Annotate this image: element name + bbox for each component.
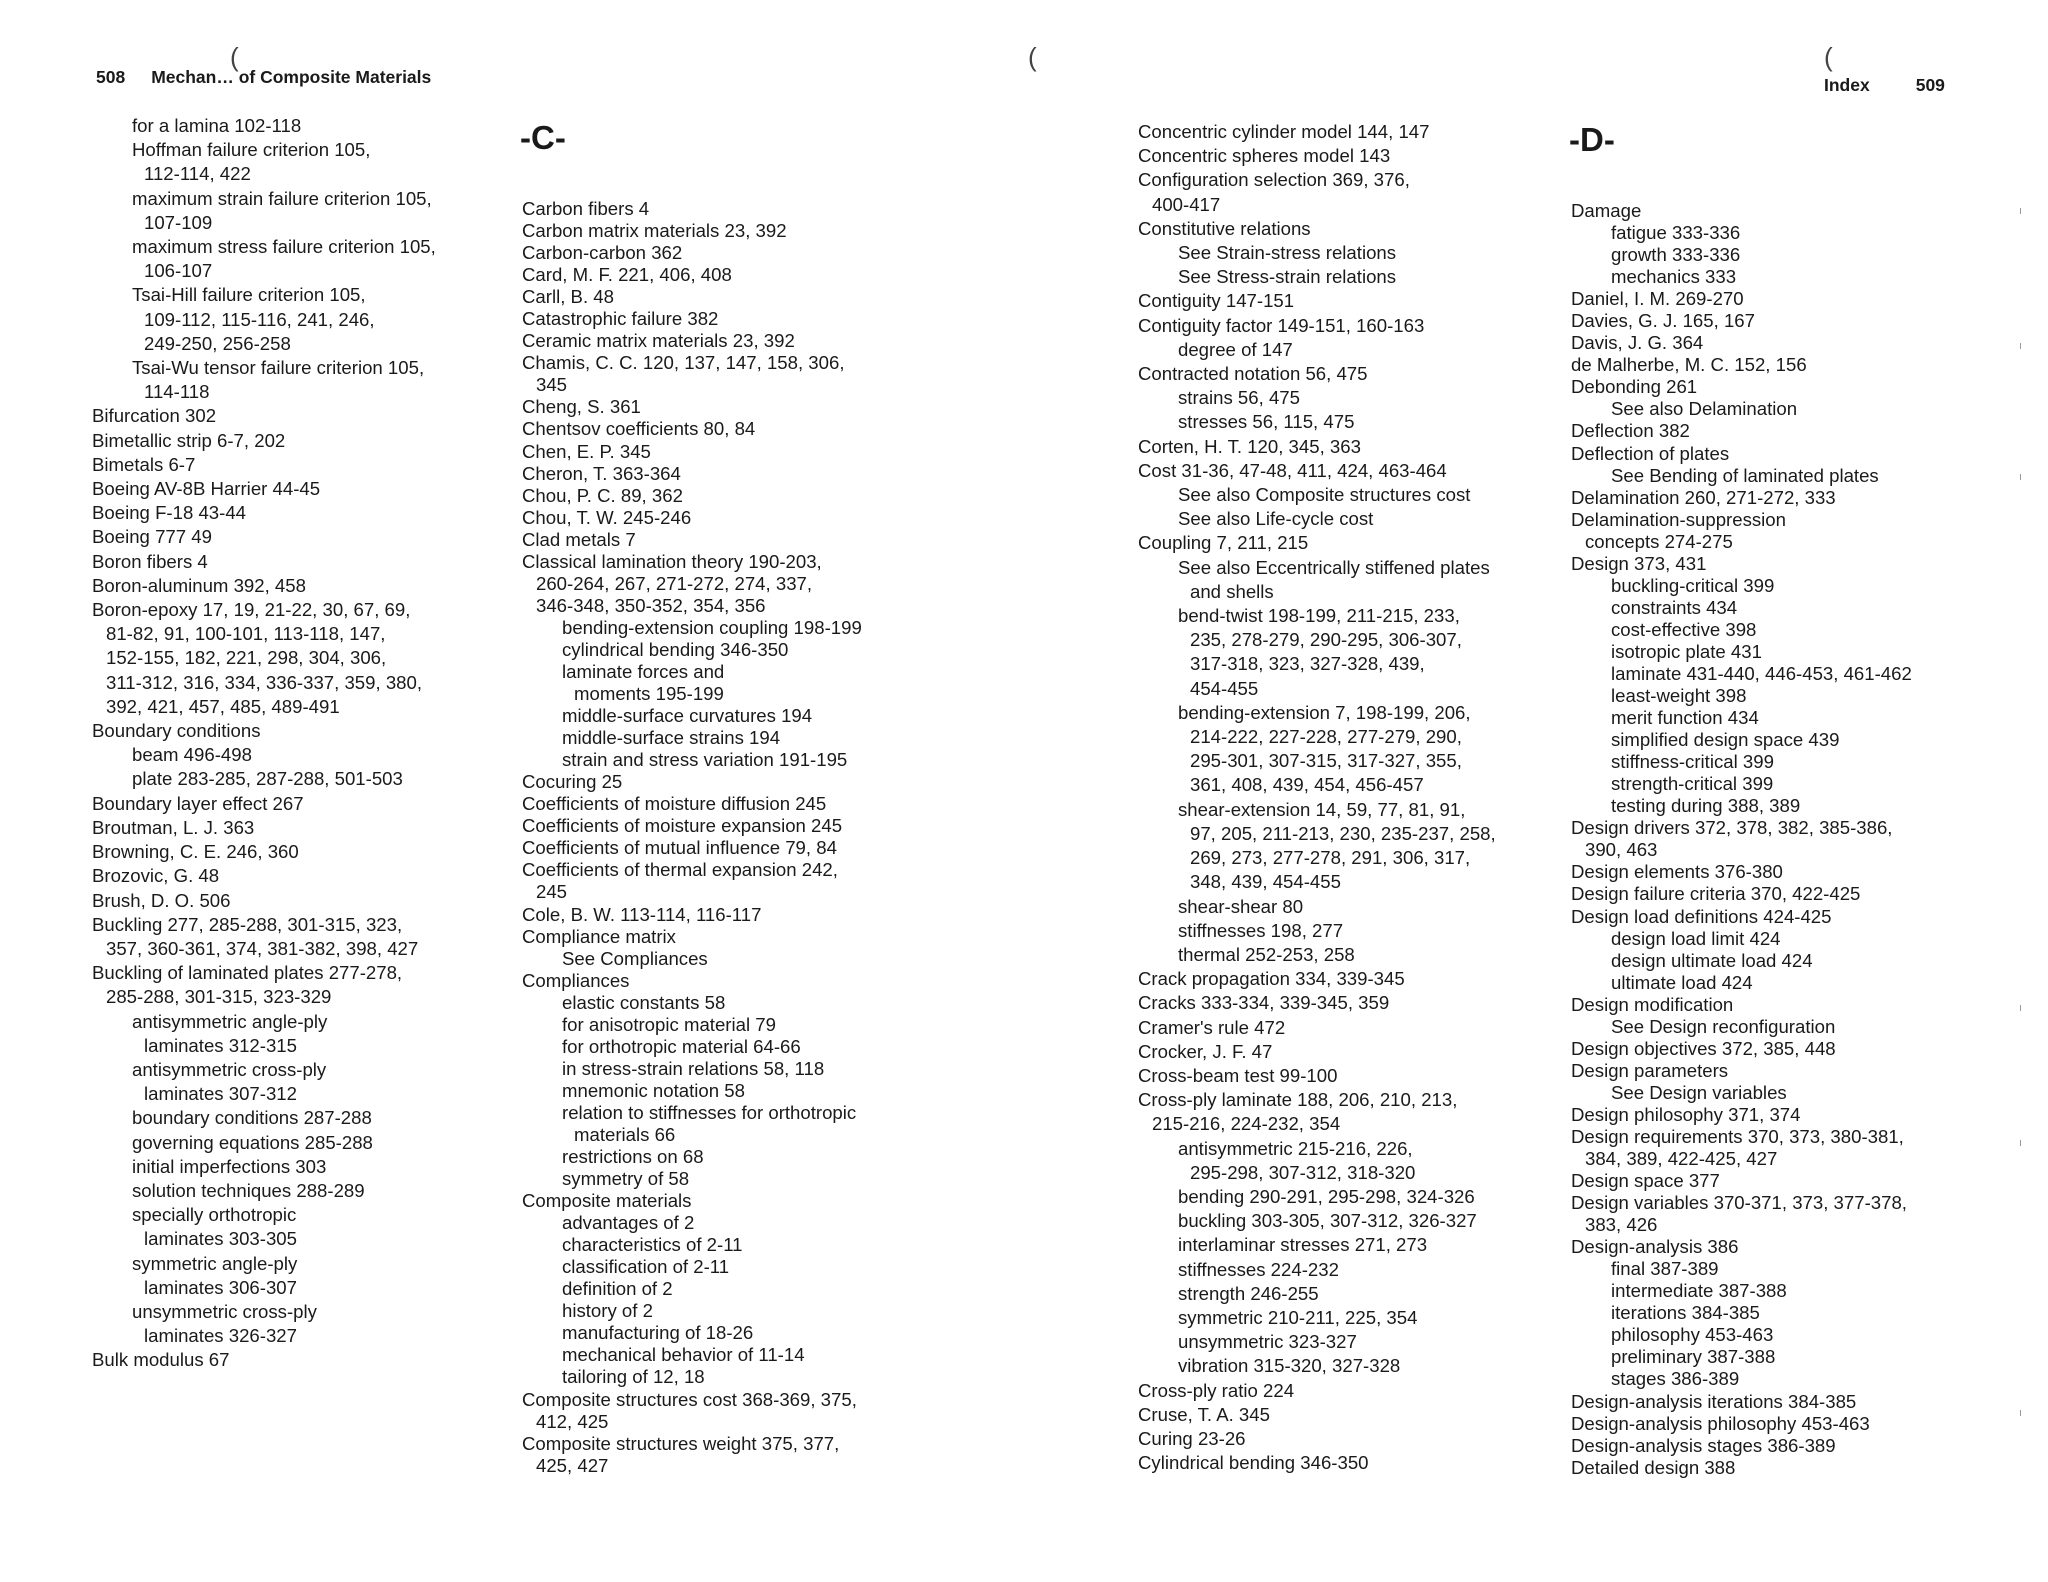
gutter-tick [2020, 343, 2021, 349]
index-entry: Tsai-Hill failure criterion 105, [132, 284, 366, 306]
index-entry: intermediate 387-388 [1611, 1280, 1787, 1302]
index-entry: Boron fibers 4 [92, 550, 208, 572]
index-entry: Browning, C. E. 246, 360 [92, 841, 299, 863]
index-entry: testing during 388, 389 [1611, 795, 1801, 817]
index-entry: laminates 303-305 [144, 1228, 297, 1250]
index-entry: thermal 252-253, 258 [1178, 943, 1355, 965]
index-entry: Concentric spheres model 143 [1138, 145, 1391, 167]
index-entry: Bifurcation 302 [92, 405, 217, 427]
index-entry: 245 [536, 881, 568, 903]
index-entry: Compliance matrix [522, 925, 676, 947]
index-entry: Contiguity factor 149-151, 160-163 [1138, 314, 1425, 336]
index-entry: cost-effective 398 [1611, 618, 1757, 640]
index-entry: 361, 408, 439, 454, 456-457 [1190, 774, 1424, 796]
index-entry: 390, 463 [1585, 839, 1658, 861]
index-entry: Deflection of plates [1571, 442, 1730, 464]
index-entry: strength 246-255 [1178, 1282, 1319, 1304]
index-entry: Coefficients of mutual influence 79, 84 [522, 837, 837, 859]
index-entry: initial imperfections 303 [132, 1155, 327, 1177]
index-entry: design ultimate load 424 [1611, 949, 1813, 971]
index-entry: for anisotropic material 79 [562, 1013, 776, 1035]
index-entry: antisymmetric 215-216, 226, [1178, 1137, 1413, 1159]
index-entry: Davis, J. G. 364 [1571, 332, 1704, 354]
index-entry: merit function 434 [1611, 707, 1759, 729]
index-entry: Design variables 370-371, 373, 377-378, [1571, 1192, 1907, 1214]
index-entry: shear-shear 80 [1178, 895, 1304, 917]
index-entry: Chou, T. W. 245-246 [522, 506, 692, 528]
index-entry: See Compliances [562, 947, 708, 969]
index-entry: strain and stress variation 191-195 [562, 749, 848, 771]
index-entry: iterations 384-385 [1611, 1302, 1760, 1324]
index-entry: stiffness-critical 399 [1611, 751, 1774, 773]
index-entry: Chamis, C. C. 120, 137, 147, 158, 306, [522, 352, 845, 374]
index-entry: Coefficients of moisture diffusion 245 [522, 793, 827, 815]
index-entry: Boron-epoxy 17, 19, 21-22, 30, 67, 69, [92, 599, 411, 621]
index-entry: Constitutive relations [1138, 217, 1311, 239]
index-entry: Bimetallic strip 6-7, 202 [92, 429, 286, 451]
index-entry: Cheron, T. 363-364 [522, 462, 681, 484]
index-entry: Corten, H. T. 120, 345, 363 [1138, 435, 1361, 457]
index-entry: 295-298, 307-312, 318-320 [1190, 1161, 1416, 1183]
index-entry: Crack propagation 334, 339-345 [1138, 968, 1405, 990]
index-entry: Curing 23-26 [1138, 1427, 1246, 1449]
index-entry: strength-critical 399 [1611, 773, 1774, 795]
index-entry: maximum stress failure criterion 105, [132, 236, 436, 258]
index-entry: strains 56, 475 [1178, 387, 1300, 409]
index-entry: Cocuring 25 [522, 771, 623, 793]
index-entry: vibration 315-320, 327-328 [1178, 1355, 1401, 1377]
index-entry: 295-301, 307-315, 317-327, 355, [1190, 750, 1462, 772]
index-entry: for a lamina 102-118 [132, 115, 302, 136]
index-entry: laminate 431-440, 446-453, 461-462 [1611, 662, 1912, 684]
index-entry: solution techniques 288-289 [132, 1179, 365, 1201]
index-entry: Card, M. F. 221, 406, 408 [522, 264, 732, 286]
index-entry: stiffnesses 224-232 [1178, 1258, 1339, 1280]
index-entry: growth 333-336 [1611, 244, 1741, 266]
index-entry: Boundary layer effect 267 [92, 792, 304, 814]
index-entry: Cramer's rule 472 [1138, 1016, 1286, 1038]
index-entry: preliminary 387-388 [1611, 1346, 1776, 1368]
index-entry: Boron-aluminum 392, 458 [92, 574, 306, 596]
index-entry: Cracks 333-334, 339-345, 359 [1138, 992, 1390, 1014]
scan-artifact-mark: ( [230, 42, 239, 72]
index-entry: Cross-beam test 99-100 [1138, 1064, 1338, 1086]
index-entry: Cole, B. W. 113-114, 116-117 [522, 903, 762, 925]
index-entry: Boeing 777 49 [92, 526, 212, 548]
index-entry: 152-155, 182, 221, 298, 304, 306, [106, 647, 387, 669]
index-entry: interlaminar stresses 271, 273 [1178, 1234, 1428, 1256]
index-entry: specially orthotropic [132, 1204, 297, 1226]
index-entry: 109-112, 115-116, 241, 246, [144, 308, 375, 330]
index-entry: Hoffman failure criterion 105, [132, 139, 371, 161]
index-entry: Design 373, 431 [1571, 552, 1707, 574]
index-entry: See also Life-cycle cost [1178, 508, 1374, 530]
section-letter-d: -D- [1569, 121, 1615, 158]
index-entry: design load limit 424 [1611, 927, 1781, 949]
index-entry: Contiguity 147-151 [1138, 290, 1295, 312]
index-entry: laminates 312-315 [144, 1034, 297, 1056]
index-entry: boundary conditions 287-288 [132, 1107, 372, 1129]
gutter-tick [2020, 1410, 2021, 1416]
index-entry: de Malherbe, M. C. 152, 156 [1571, 354, 1807, 376]
index-entry: mechanics 333 [1611, 266, 1737, 288]
index-entry: Clad metals 7 [522, 528, 636, 550]
index-entry: 235, 278-279, 290-295, 306-307, [1190, 629, 1462, 651]
index-entry: Composite structures weight 375, 377, [522, 1432, 840, 1454]
gutter-tick [2020, 208, 2021, 214]
index-entry: in stress-strain relations 58, 118 [562, 1057, 825, 1079]
index-entry: See also Eccentrically stiffened plates [1178, 556, 1490, 578]
index-entry: Cross-ply ratio 224 [1138, 1379, 1295, 1401]
index-entry: restrictions on 68 [562, 1146, 704, 1168]
index-entry: 114-118 [144, 381, 210, 403]
index-entry: Brozovic, G. 48 [92, 865, 220, 887]
index-entry: 215-216, 224-232, 354 [1152, 1113, 1341, 1135]
index-entry: Buckling 277, 285-288, 301-315, 323, [92, 913, 403, 935]
index-entry: degree of 147 [1178, 338, 1293, 360]
index-entry: Detailed design 388 [1571, 1456, 1736, 1478]
index-entry: 107-109 [144, 211, 213, 233]
index-entry: buckling 303-305, 307-312, 326-327 [1178, 1210, 1477, 1232]
left-index-column-1 [92, 114, 436, 1373]
index-entry: 454-455 [1190, 677, 1259, 699]
index-entry: See Design reconfiguration [1611, 1015, 1836, 1037]
index-entry: fatigue 333-336 [1611, 222, 1741, 244]
index-entry: Design requirements 370, 373, 380-381, [1571, 1125, 1904, 1147]
section-letter-c: -C- [520, 119, 566, 156]
index-entry: Carbon fibers 4 [522, 198, 650, 219]
index-entry: Chen, E. P. 345 [522, 440, 651, 462]
index-entry: Concentric cylinder model 144, 147 [1138, 121, 1430, 142]
index-entry: laminates 326-327 [144, 1325, 297, 1347]
index-entry: middle-surface curvatures 194 [562, 705, 813, 727]
index-entry: 345 [536, 374, 568, 396]
right-page-number: 509 [1915, 75, 1945, 95]
index-entry: elastic constants 58 [562, 991, 726, 1013]
index-entry: cylindrical bending 346-350 [562, 638, 789, 660]
index-entry: mnemonic notation 58 [562, 1079, 745, 1101]
index-entry: Compliances [522, 969, 630, 991]
index-entry: 311-312, 316, 334, 336-337, 359, 380, [106, 671, 423, 693]
index-entry: Boeing AV-8B Harrier 44-45 [92, 478, 321, 500]
index-entry: Delamination 260, 271-272, 333 [1571, 486, 1836, 508]
index-entry: Davies, G. J. 165, 167 [1571, 310, 1755, 332]
index-entry: history of 2 [562, 1300, 653, 1322]
index-entry: 81-82, 91, 100-101, 113-118, 147, [106, 623, 386, 645]
index-entry: Cylindrical bending 346-350 [1138, 1452, 1369, 1474]
index-entry: concepts 274-275 [1585, 530, 1733, 552]
index-entry: moments 195-199 [574, 683, 724, 705]
index-entry: Buckling of laminated plates 277-278, [92, 962, 403, 984]
index-entry: laminates 306-307 [144, 1276, 297, 1298]
index-entry: Broutman, L. J. 363 [92, 816, 255, 838]
index-entry: Coupling 7, 211, 215 [1138, 532, 1309, 554]
index-entry: Deflection 382 [1571, 420, 1690, 442]
index-entry: bending-extension coupling 198-199 [562, 616, 862, 638]
left-index-column-2 [522, 198, 862, 1477]
index-entry: governing equations 285-288 [132, 1131, 373, 1153]
index-entry: mechanical behavior of 11-14 [562, 1344, 805, 1366]
right-page-running-title: Index [1824, 75, 1870, 95]
index-entry: bend-twist 198-199, 211-215, 233, [1178, 605, 1460, 627]
index-entry: isotropic plate 431 [1611, 640, 1762, 662]
gutter-tick [2020, 1005, 2021, 1011]
index-entry: 384, 389, 422-425, 427 [1585, 1148, 1778, 1170]
index-entry: See Bending of laminated plates [1611, 464, 1879, 486]
index-entry: final 387-389 [1611, 1258, 1719, 1280]
index-entry: Contracted notation 56, 475 [1138, 363, 1368, 385]
index-entry: Design space 377 [1571, 1170, 1720, 1192]
index-entry: Debonding 261 [1571, 376, 1698, 398]
left-page-number: 508 [96, 67, 126, 87]
index-entry: 317-318, 323, 327-328, 439, [1190, 653, 1425, 675]
index-entry: Coefficients of moisture expansion 245 [522, 815, 843, 837]
index-entry: laminates 307-312 [144, 1083, 297, 1105]
right-index-column-2 [1571, 200, 1912, 1479]
index-entry: relation to stiffnesses for orthotropic [562, 1101, 857, 1123]
gutter-tick [2020, 474, 2021, 480]
index-entry: 383, 426 [1585, 1214, 1658, 1236]
index-entry: Design drivers 372, 378, 382, 385-386, [1571, 817, 1893, 839]
index-entry: Damage [1571, 200, 1642, 221]
index-entry: classification of 2-11 [562, 1256, 730, 1278]
index-entry: philosophy 453-463 [1611, 1324, 1774, 1346]
index-entry: Cruse, T. A. 345 [1138, 1403, 1270, 1425]
index-entry: symmetry of 58 [562, 1168, 690, 1190]
index-entry: Chentsov coefficients 80, 84 [522, 418, 756, 440]
index-entry: symmetric angle-ply [132, 1252, 298, 1274]
index-entry: Classical lamination theory 190-203, [522, 550, 822, 572]
index-entry: and shells [1190, 580, 1274, 602]
left-page-running-title: Mechan… of Composite Materials [151, 67, 432, 87]
left-page-header [96, 67, 431, 88]
index-entry: Design-analysis philosophy 453-463 [1571, 1412, 1870, 1434]
index-entry: 346-348, 350-352, 354, 356 [536, 594, 766, 616]
right-page-header [1824, 75, 1945, 96]
index-entry: 214-222, 227-228, 277-279, 290, [1190, 726, 1462, 748]
index-entry: Design-analysis iterations 384-385 [1571, 1390, 1857, 1412]
index-entry: Design elements 376-380 [1571, 861, 1783, 883]
index-entry: Boundary conditions [92, 720, 261, 742]
index-entry: Catastrophic failure 382 [522, 308, 719, 330]
index-entry: Design-analysis 386 [1571, 1236, 1739, 1258]
index-entry: 425, 427 [536, 1454, 609, 1476]
index-entry: unsymmetric 323-327 [1178, 1331, 1357, 1353]
index-entry: antisymmetric cross-ply [132, 1058, 327, 1080]
index-entry: 260-264, 267, 271-272, 274, 337, [536, 572, 813, 594]
index-entry: buckling-critical 399 [1611, 574, 1775, 596]
index-entry: stiffnesses 198, 277 [1178, 919, 1344, 941]
right-page [1024, 0, 2048, 1582]
index-entry: Cheng, S. 361 [522, 396, 641, 418]
index-entry: Coefficients of thermal expansion 242, [522, 859, 838, 881]
index-entry: Composite structures cost 368-369, 375, [522, 1388, 857, 1410]
index-entry: laminate forces and [562, 660, 725, 682]
index-entry: Chou, P. C. 89, 362 [522, 484, 683, 506]
index-entry: characteristics of 2-11 [562, 1234, 743, 1256]
gutter-tick [2020, 1140, 2021, 1146]
index-entry: Carbon matrix materials 23, 392 [522, 220, 787, 242]
index-entry: shear-extension 14, 59, 77, 81, 91, [1178, 798, 1466, 820]
index-entry: definition of 2 [562, 1278, 673, 1300]
index-entry: Bulk modulus 67 [92, 1349, 230, 1371]
index-entry: Crocker, J. F. 47 [1138, 1040, 1273, 1062]
index-entry: least-weight 398 [1611, 685, 1747, 707]
index-entry: Cross-ply laminate 188, 206, 210, 213, [1138, 1089, 1458, 1111]
index-entry: Tsai-Wu tensor failure criterion 105, [132, 357, 425, 379]
index-entry: 249-250, 256-258 [144, 332, 291, 354]
index-entry: 269, 273, 277-278, 291, 306, 317, [1190, 847, 1471, 869]
index-entry: Design failure criteria 370, 422-425 [1571, 883, 1861, 905]
scan-artifact-mark: ( [1028, 42, 1037, 72]
index-entry: See Strain-stress relations [1178, 242, 1397, 264]
index-entry: 400-417 [1152, 193, 1221, 215]
index-entry: 357, 360-361, 374, 381-382, 398, 427 [106, 937, 419, 959]
index-entry: plate 283-285, 287-288, 501-503 [132, 768, 403, 790]
index-entry: manufacturing of 18-26 [562, 1322, 754, 1344]
index-entry: Delamination-suppression [1571, 508, 1786, 530]
index-entry: beam 496-498 [132, 744, 252, 766]
index-entry: Daniel, I. M. 269-270 [1571, 288, 1744, 310]
index-entry: stresses 56, 115, 475 [1178, 411, 1355, 433]
index-entry: constraints 434 [1611, 596, 1738, 618]
index-entry: materials 66 [574, 1123, 676, 1145]
index-entry: Design modification [1571, 993, 1734, 1015]
index-entry: Design parameters [1571, 1059, 1729, 1081]
index-entry: Design-analysis stages 386-389 [1571, 1434, 1836, 1456]
index-entry: tailoring of 12, 18 [562, 1366, 705, 1388]
index-entry: bending 290-291, 295-298, 324-326 [1178, 1185, 1475, 1207]
index-entry: antisymmetric angle-ply [132, 1010, 328, 1032]
index-entry: 112-114, 422 [144, 163, 251, 185]
index-entry: symmetric 210-211, 225, 354 [1178, 1306, 1418, 1328]
index-entry: ultimate load 424 [1611, 971, 1753, 993]
index-entry: advantages of 2 [562, 1212, 695, 1234]
index-entry: Cost 31-36, 47-48, 411, 424, 463-464 [1138, 459, 1447, 481]
index-entry: See Stress-strain relations [1178, 266, 1397, 288]
index-entry: Brush, D. O. 506 [92, 889, 231, 911]
index-entry: unsymmetric cross-ply [132, 1300, 317, 1322]
index-entry: Boeing F-18 43-44 [92, 502, 247, 524]
index-entry: Bimetals 6-7 [92, 453, 196, 475]
index-entry: Design philosophy 371, 374 [1571, 1103, 1801, 1125]
index-entry: Ceramic matrix materials 23, 392 [522, 330, 795, 352]
index-entry: 97, 205, 211-213, 230, 235-237, 258, [1190, 822, 1496, 844]
index-entry: Carll, B. 48 [522, 286, 614, 308]
index-entry: See Design variables [1611, 1081, 1787, 1103]
index-entry: bending-extension 7, 198-199, 206, [1178, 701, 1471, 723]
index-entry: Design objectives 372, 385, 448 [1571, 1037, 1836, 1059]
index-entry: 392, 421, 457, 485, 489-491 [106, 695, 340, 717]
index-entry: Design load definitions 424-425 [1571, 905, 1832, 927]
index-entry: middle-surface strains 194 [562, 727, 781, 749]
index-entry: Configuration selection 369, 376, [1138, 169, 1410, 191]
index-entry: simplified design space 439 [1611, 729, 1840, 751]
index-entry: See also Delamination [1611, 398, 1798, 420]
index-entry: 106-107 [144, 260, 213, 282]
index-entry: stages 386-389 [1611, 1368, 1740, 1390]
index-entry: 285-288, 301-315, 323-329 [106, 986, 332, 1008]
index-entry: Carbon-carbon 362 [522, 242, 683, 264]
scan-artifact-mark: ( [1824, 42, 1833, 72]
index-entry: 412, 425 [536, 1410, 609, 1432]
index-entry: for orthotropic material 64-66 [562, 1035, 801, 1057]
index-entry: 348, 439, 454-455 [1190, 871, 1341, 893]
right-index-column-1 [1138, 120, 1496, 1475]
index-entry: Composite materials [522, 1190, 692, 1212]
index-entry: maximum strain failure criterion 105, [132, 187, 432, 209]
index-entry: See also Composite structures cost [1178, 484, 1471, 506]
